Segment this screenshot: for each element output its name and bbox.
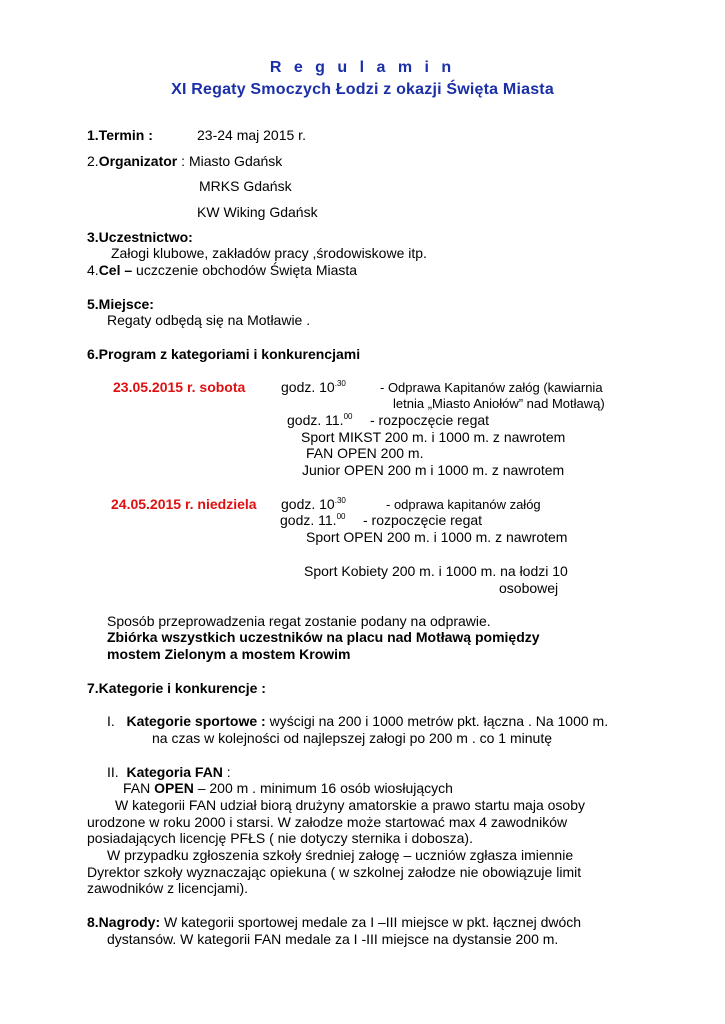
fan-open-line bbox=[123, 780, 453, 796]
fan-open-text: – 200 m . minimum 16 osób wiosłujących bbox=[193, 780, 453, 796]
section-nagrody bbox=[87, 914, 581, 930]
kategoria-i-text-2: na czas w kolejności od najlepszej załogi po 200 m . co 1 minutę bbox=[152, 730, 552, 746]
fan-open: OPEN bbox=[154, 780, 194, 796]
day1-time1-hour: godz. 10 bbox=[281, 379, 335, 395]
cel-num: 4. bbox=[87, 262, 99, 278]
day1-time1-text: - Odprawa Kapitanów załóg (kawiarnia bbox=[380, 380, 603, 395]
organizator-label: Organizator bbox=[98, 153, 178, 169]
day2-time2 bbox=[280, 512, 345, 528]
day2-time1-min: .30 bbox=[334, 496, 346, 505]
program-note-3: mostem Zielonym a mostem Krowim bbox=[107, 646, 351, 662]
organizator-sep: : bbox=[177, 153, 189, 169]
day1-time1-text-2: letnia „Miasto Aniołów” nad Motławą) bbox=[393, 396, 605, 411]
kategoria-sportowa bbox=[107, 713, 608, 729]
termin-value: 23-24 maj 2015 r. bbox=[197, 127, 306, 143]
nagrody-text: W kategorii sportowej medale za I –III miejsce w pkt. łącznej dwóch bbox=[160, 914, 582, 930]
fan-paragraph-2: urodzone w roku 2000 i starsi. W załodze może startować max 4 zawodników bbox=[87, 814, 568, 830]
uczestnictwo-text: Załogi klubowe, zakładów pracy ,środowiskowe itp. bbox=[111, 245, 427, 261]
day2-time2-hour: godz. 11. bbox=[280, 512, 337, 528]
organizator-value-2: MRKS Gdańsk bbox=[199, 178, 292, 194]
uczestnictwo-label: 3.Uczestnictwo: bbox=[87, 229, 193, 245]
day2-time2-text: - rozpoczęcie regat bbox=[363, 512, 483, 528]
kategoria-i-text: wyścigi na 200 i 1000 metrów pkt. łączna . Na 1000 m. bbox=[265, 713, 609, 729]
organizator-num: 2. bbox=[87, 153, 99, 169]
day1-race-1: Sport MIKST 200 m. i 1000 m. z nawrotem bbox=[301, 429, 566, 445]
day1-race-2: FAN OPEN 200 m. bbox=[306, 445, 424, 461]
day1-time1-min: .30 bbox=[334, 379, 346, 388]
day1-time2 bbox=[287, 412, 352, 428]
program-label: 6.Program z kategoriami i konkurencjami bbox=[87, 346, 361, 362]
organizator-value-3: KW Wiking Gdańsk bbox=[197, 204, 318, 220]
day2-time1-hour: godz. 10 bbox=[281, 496, 335, 512]
day2-race-2-cont: osobowej bbox=[499, 580, 559, 596]
day1-race-3: Junior OPEN 200 m i 1000 m. z nawrotem bbox=[302, 462, 565, 478]
organizator-value-1: Miasto Gdańsk bbox=[188, 153, 283, 169]
day2-time1-text: - odprawa kapitanów załóg bbox=[386, 497, 541, 512]
kategoria-ii-colon: : bbox=[222, 764, 231, 780]
day2-race-1: Sport OPEN 200 m. i 1000 m. z nawrotem bbox=[306, 529, 568, 545]
section-termin bbox=[87, 127, 153, 143]
day1-date: 23.05.2015 r. sobota bbox=[113, 379, 246, 395]
day2-race-2: Sport Kobiety 200 m. i 1000 m. na łodzi 10 bbox=[304, 563, 568, 579]
termin-label: 1.Termin : bbox=[87, 127, 153, 143]
kategoria-i-num: I. bbox=[107, 713, 115, 729]
document-subtitle: XI Regaty Smoczych Łodzi z okazji Święta Miasta bbox=[171, 81, 554, 98]
miejsce-text: Regaty odbędą się na Motławie . bbox=[107, 312, 311, 328]
day1-time1 bbox=[281, 379, 346, 395]
section-cel bbox=[87, 262, 357, 278]
kategoria-fan bbox=[107, 764, 231, 780]
day1-time2-min: 00 bbox=[343, 412, 353, 421]
program-note-1: Sposób przeprowadzenia regat zostanie podany na odprawie. bbox=[107, 613, 491, 629]
kategoria-ii-num: II. bbox=[107, 764, 119, 780]
cel-text: uczczenie obchodów Święta Miasta bbox=[132, 262, 358, 278]
day2-date: 24.05.2015 r. niedziela bbox=[111, 496, 257, 512]
nagrody-text-2: dystansów. W kategorii FAN medale za I -III miejsce na dystansie 200 m. bbox=[107, 931, 559, 947]
nagrody-label: 8.Nagrody: bbox=[87, 914, 161, 930]
document-title: R e g u l a m i n bbox=[269, 59, 456, 76]
kategoria-i-label: Kategorie sportowe : bbox=[126, 713, 266, 729]
day1-time2-hour: godz. 11. bbox=[287, 412, 344, 428]
program-note-2: Zbiórka wszystkich uczestników na placu nad Motławą pomiędzy bbox=[107, 629, 540, 645]
fan-paragraph-1: W kategorii FAN udział biorą drużyny amatorskie a prawo startu maja osoby bbox=[115, 797, 585, 813]
fan-paragraph-6: zawodników z licencjami). bbox=[87, 880, 249, 896]
section-organizator bbox=[87, 153, 282, 169]
miejsce-label: 5.Miejsce: bbox=[87, 296, 154, 312]
kategorie-label: 7.Kategorie i konkurencje : bbox=[87, 680, 266, 696]
fan-paragraph-4: W przypadku zgłoszenia szkoły średniej załogę – uczniów zgłasza imiennie bbox=[107, 847, 574, 863]
day1-time2-text: - rozpoczęcie regat bbox=[370, 412, 490, 428]
fan-paragraph-5: Dyrektor szkoły wyznaczając opiekuna ( w szkolnej załodze nie obowiązuje limit bbox=[87, 864, 582, 880]
cel-label: Cel – bbox=[98, 262, 133, 278]
fan-prefix: FAN bbox=[123, 780, 155, 796]
day2-time2-min: 00 bbox=[336, 512, 346, 521]
kategoria-ii-label: Kategoria FAN bbox=[126, 764, 223, 780]
fan-paragraph-3: posiadających licencję PFŁS ( nie dotyczy sternika i dobosza). bbox=[87, 830, 473, 846]
day2-time1 bbox=[281, 496, 346, 512]
